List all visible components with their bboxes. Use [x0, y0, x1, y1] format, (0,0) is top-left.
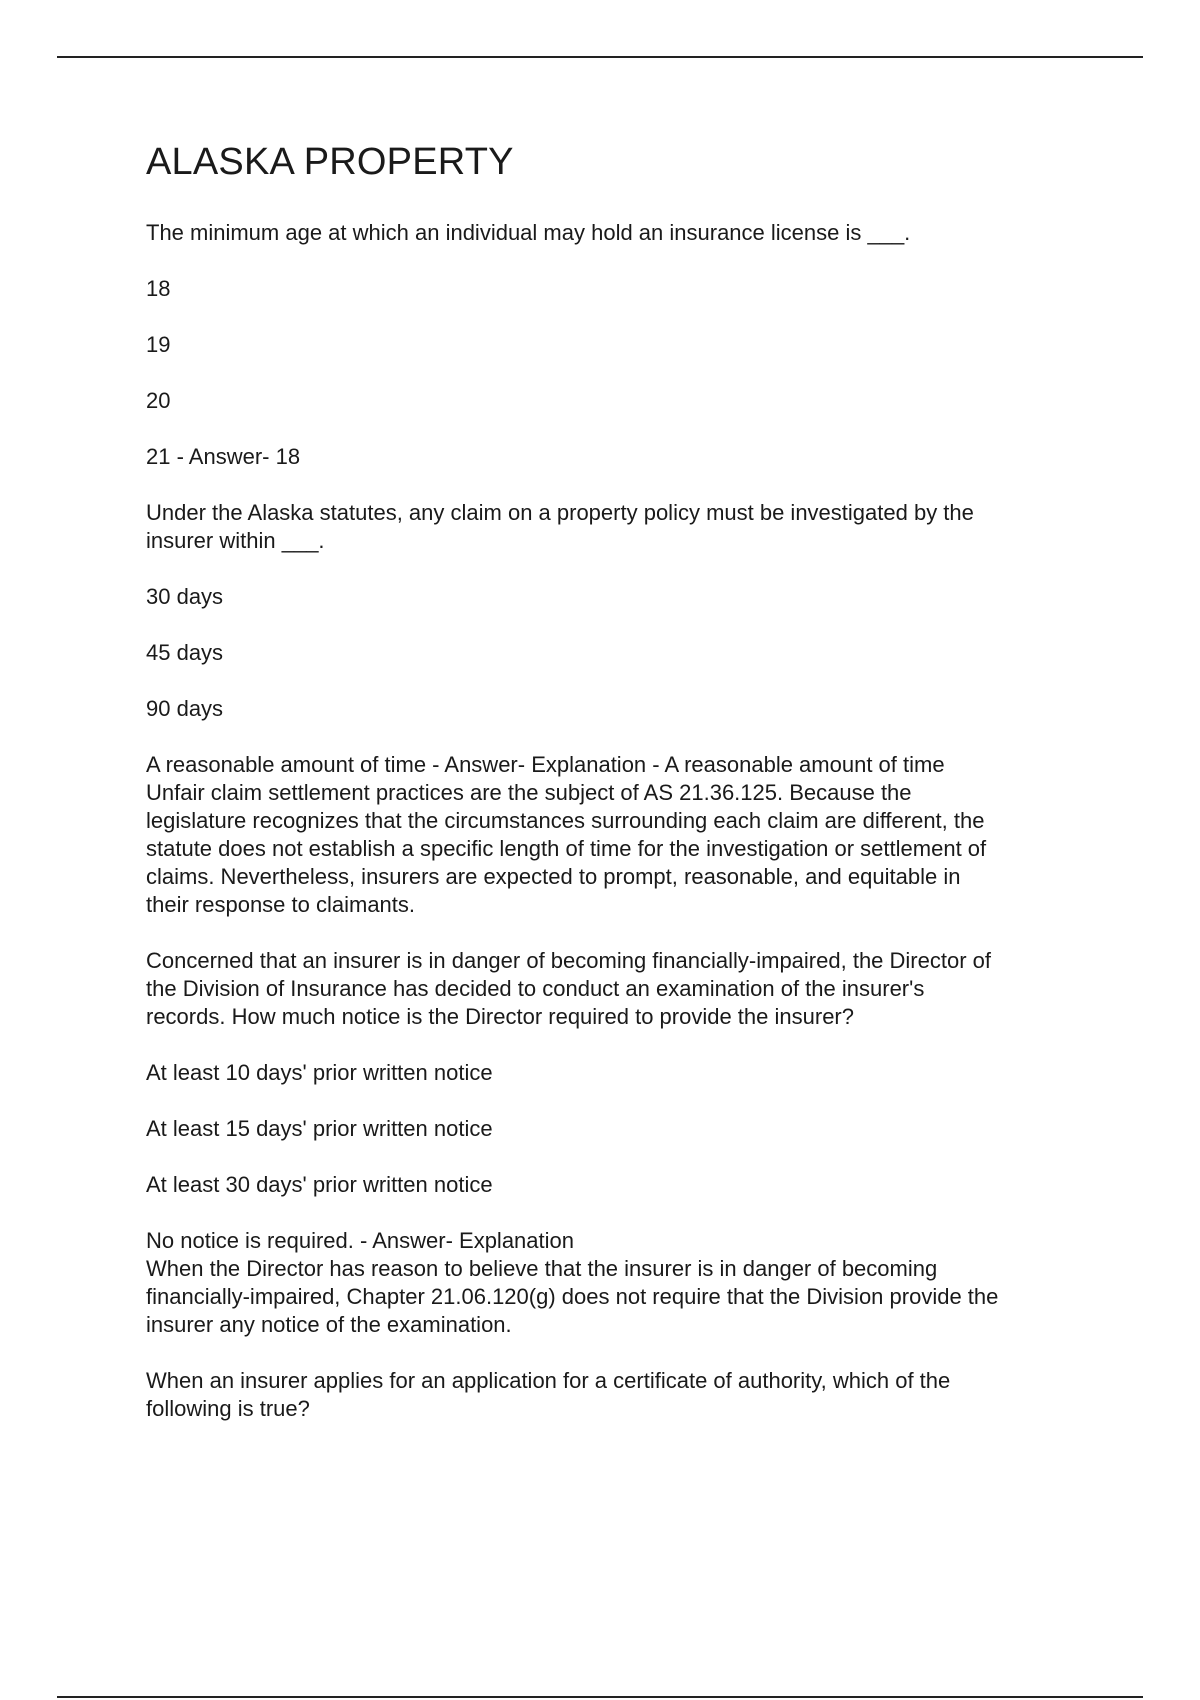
option-2a: 30 days — [146, 583, 224, 609]
option-1a: 18 — [146, 275, 171, 301]
option-1c: 20 — [146, 387, 171, 413]
option-2b: 45 days — [146, 639, 224, 665]
option-3a: At least 10 days' prior written notice — [146, 1059, 493, 1085]
question-4: When an insurer applies for an application for a certificate of authority, which of the following is true? — [146, 1367, 951, 1421]
top-rule — [57, 56, 1143, 58]
bottom-rule — [57, 1696, 1143, 1698]
option-3d-answer-explanation: No notice is required. - Answer- Explanation When the Director has reason to believe that the insurer is in danger of becoming financially-impaired, Chapter 21.06.120(g) does not require that the Division provide the insurer any notice of the examination. — [146, 1227, 999, 1337]
question-2: Under the Alaska statutes, any claim on a property policy must be investigated by the insurer within ___. — [146, 499, 974, 553]
option-3b: At least 15 days' prior written notice — [146, 1115, 493, 1141]
option-2c: 90 days — [146, 695, 224, 721]
question-1: The minimum age at which an individual may hold an insurance license is ___. — [146, 219, 911, 245]
question-3: Concerned that an insurer is in danger of becoming financially-impaired, the Director of the Division of Insurance has decided to conduct an examination of the insurer's records. How much notice is the Director required to provide the insurer? — [146, 947, 991, 1029]
option-1d-answer: 21 - Answer- 18 — [146, 443, 301, 469]
option-2d-answer-explanation: A reasonable amount of time - Answer- Explanation - A reasonable amount of time Unfair claim settlement practices are the subject of AS 21.36.125. Because the legislature recognizes that the circumstances surrounding each claim are different, the statute does not establish a specific length of time for the investigation or settlement of claims. Nevertheless, insurers are expected to prompt, reasonable, and equitable in their response to claimants. — [146, 751, 987, 917]
option-3c: At least 30 days' prior written notice — [146, 1171, 493, 1197]
document-body — [146, 140, 1096, 1451]
option-1b: 19 — [146, 331, 171, 357]
page-title: ALASKA PROPERTY — [146, 141, 514, 183]
